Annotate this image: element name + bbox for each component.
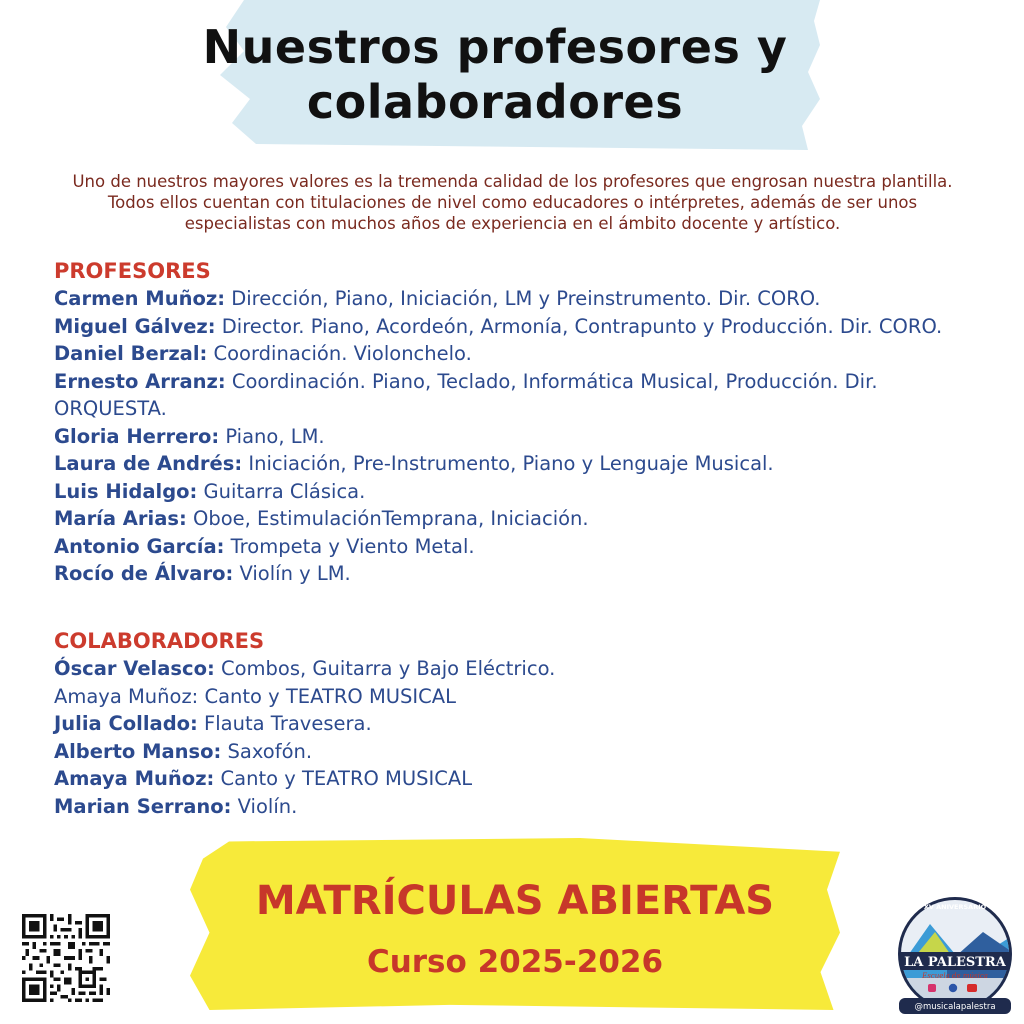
facebook-icon[interactable] [949,984,957,992]
list-item [54,738,984,766]
collaborator-subjects: Amaya Muñoz: Canto y TEATRO MUSICAL [54,684,456,708]
list-item [54,423,984,451]
profesores-section [54,258,984,588]
social-icons [928,984,977,992]
logo-tagline-text: Escuela de música [922,972,988,980]
header [0,0,1024,160]
logo-anniversary-text: XV ANIVERSARIO [923,903,987,911]
intro-text: Uno de nuestros mayores valores es la tremenda calidad de los profesores que engrosan nuestra plantilla. Todos ellos cuentan con titulaciones de nivel como educadores o intérpretes, además de ser unos especialistas con muchos años de experiencia en el ámbito docente y artístico. [72,172,953,233]
qr-code-icon[interactable] [22,914,110,1002]
section-heading-colaboradores: COLABORADORES [54,629,265,653]
social-handle: @musicalapalestra [914,1002,996,1012]
list-item [54,450,984,478]
list-item [54,765,984,793]
instagram-icon[interactable] [928,984,936,992]
school-logo [895,894,1015,1020]
course-year: Curso 2025-2026 [366,944,664,980]
collaborator-name: Amaya Muñoz: [54,767,215,790]
teacher-subjects: Director. Piano, Acordeón, Armonía, Contrapunto y Producción. Dir. CORO. [215,314,943,338]
colaboradores-section [54,628,984,820]
list-item [54,313,984,341]
teacher-subjects: Oboe, EstimulaciónTemprana, Iniciación. [186,507,589,530]
list-item [54,793,984,821]
teacher-subjects: Trompeta y Viento Metal. [224,534,475,558]
enrollment-title: MATRÍCULAS ABIERTAS [255,878,775,924]
teacher-name: María Arias: [54,507,187,530]
collaborator-subjects: Canto y TEATRO MUSICAL [214,767,473,790]
page-title: Nuestros profesores y colaboradores [202,20,788,129]
list-item [54,368,984,423]
teacher-subjects: Piano, LM. [219,424,325,448]
list-item [54,655,984,683]
teacher-subjects: Iniciación, Pre-Instrumento, Piano y Lenguaje Musical. [242,452,774,475]
collaborator-name: Alberto Manso: [54,739,222,763]
list-item [54,285,984,313]
list-item [54,560,984,588]
teacher-subjects: Violín y LM. [233,562,351,585]
teacher-name: Antonio García: [54,534,225,558]
list-item [54,533,984,561]
teacher-subjects: Guitarra Clásica. [197,479,366,503]
teacher-name: Laura de Andrés: [54,452,243,475]
collaborator-subjects: Violín. [231,794,298,818]
teacher-name: Gloria Herrero: [54,424,220,448]
list-item [54,505,984,533]
collaborator-subjects: Combos, Guitarra y Bajo Eléctrico. [214,657,556,680]
list-item [54,478,984,506]
teacher-name: Carmen Muñoz: [54,287,226,310]
collaborator-name: Julia Collado: [54,712,198,735]
list-item [54,710,984,738]
youtube-icon[interactable] [967,984,977,992]
collaborator-subjects: Saxofón. [221,739,313,763]
teacher-name: Ernesto Arranz: [54,369,226,393]
teacher-name: Rocío de Álvaro: [54,562,234,585]
list-item [54,683,984,711]
teacher-name: Miguel Gálvez: [54,314,216,338]
teacher-subjects: Coordinación. Violonchelo. [207,342,472,365]
teacher-name: Luis Hidalgo: [54,479,198,503]
teacher-subjects: Dirección, Piano, Iniciación, LM y Preinstrumento. Dir. CORO. [225,287,821,310]
collaborator-name: Marian Serrano: [54,794,232,818]
list-item [54,340,984,368]
logo-name-text: LA PALESTRA [904,955,1006,970]
section-heading-profesores: PROFESORES [54,259,211,283]
teacher-name: Daniel Berzal: [54,342,208,365]
collaborator-subjects: Flauta Travesera. [197,712,372,735]
teacher-subjects: Coordinación. Piano, Teclado, Informática Musical, Producción. Dir. ORQUESTA. [54,369,878,420]
collaborator-name: Óscar Velasco: [54,657,215,680]
